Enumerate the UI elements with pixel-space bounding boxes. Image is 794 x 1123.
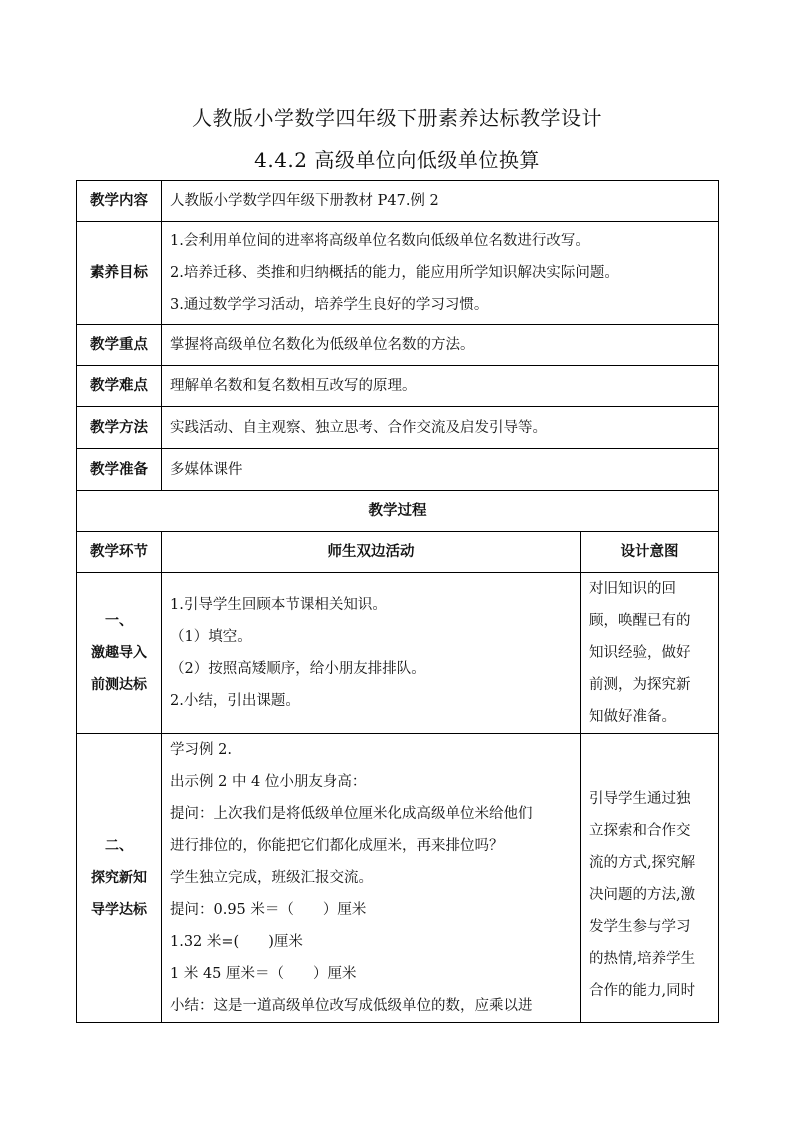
row-value: 人教版小学数学四年级下册教材 P47.例 2 (162, 181, 719, 222)
stage-activity-cell: 学习例 2. 出示例 2 中 4 位小朋友身高： 提问：上次我们是将低级单位厘米化成高级单位米给他们 进行排位的，你能把它们都化成厘米，再来排位吗？ 学生独立完成，班级汇报交流。 提问：0.95 米＝（ ）厘米 1.32 米=( )厘米 1 米 45 厘米＝（ ）厘米 小结：这是一道高级单位改写成低级单位的数，应乘以进 (162, 734, 581, 1023)
info-row-key-point (77, 325, 719, 366)
info-row-method (77, 407, 719, 449)
row-label: 素养目标 (77, 222, 162, 325)
row-label: 教学准备 (77, 449, 162, 491)
row-label: 教学重点 (77, 325, 162, 366)
row-value: 理解单名数和复名数相互改写的原理。 (162, 366, 719, 407)
stage-activity-cell: 1.引导学生回顾本节课相关知识。 （1）填空。 （2）按照高矮顺序，给小朋友排排队。 2.小结，引出课题。 (162, 573, 581, 734)
column-header-activity: 师生双边活动 (162, 532, 581, 573)
row-value: 掌握将高级单位名数化为低级单位名数的方法。 (162, 325, 719, 366)
stage-row-1 (77, 573, 719, 734)
lesson-plan-table (76, 180, 719, 1023)
info-row-difficulty (77, 366, 719, 407)
column-header-intent: 设计意图 (581, 532, 719, 573)
stage-label-cell: 二、 探究新知 导学达标 (77, 734, 162, 1023)
row-value: 1.会利用单位间的进率将高级单位名数向低级单位名数进行改写。 2.培养迁移、类推和归纳概括的能力，能应用所学知识解决实际问题。 3.通过数学学习活动，培养学生良好的学习习惯。 (162, 222, 719, 325)
lesson-title: 4.4.2 高级单位向低级单位换算 (254, 148, 540, 172)
document-title: 人教版小学数学四年级下册素养达标教学设计 (192, 106, 602, 130)
row-label: 教学内容 (77, 181, 162, 222)
column-header-stage: 教学环节 (77, 532, 162, 573)
stage-row-2 (77, 734, 719, 1023)
info-row-goals (77, 222, 719, 325)
stage-label-cell: 一、 激趣导入 前测达标 (77, 573, 162, 734)
stage-intent-cell: 引导学生通过独 立探索和合作交 流的方式,探究解 决问题的方法,激 发学生参与学习 的热情,培养学生 合作的能力,同时 (581, 734, 719, 1023)
column-header-row (77, 532, 719, 573)
info-row-content (77, 181, 719, 222)
info-row-preparation (77, 449, 719, 491)
row-value: 实践活动、自主观察、独立思考、合作交流及启发引导等。 (162, 407, 719, 449)
stage-intent-cell: 对旧知识的回 顾，唤醒已有的 知识经验，做好 前测，为探究新 知做好准备。 (581, 573, 719, 734)
row-label: 教学方法 (77, 407, 162, 449)
row-value: 多媒体课件 (162, 449, 719, 491)
process-header: 教学过程 (77, 491, 719, 532)
process-header-row (77, 491, 719, 532)
row-label: 教学难点 (77, 366, 162, 407)
